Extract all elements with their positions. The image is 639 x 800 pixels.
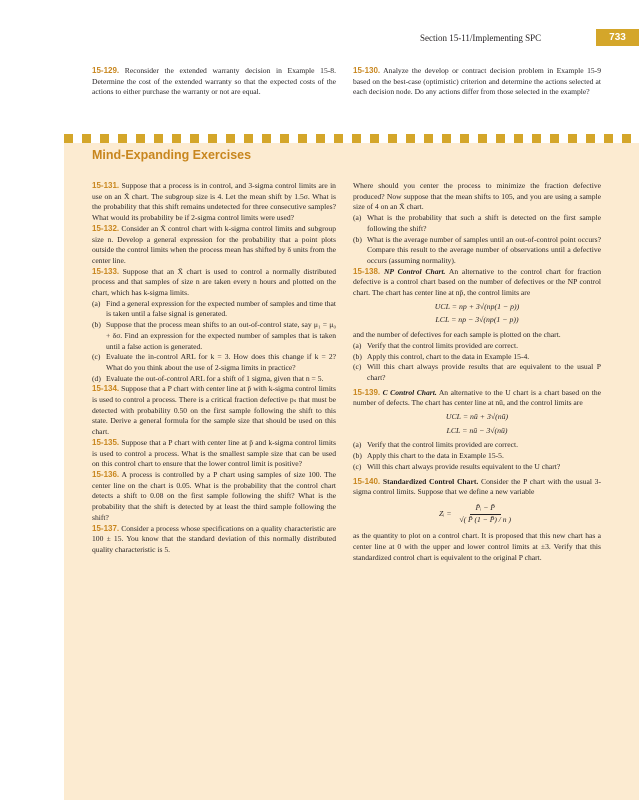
exercise-number: 15-139. [353, 387, 381, 397]
exercise-text: Analyze the develop or contract decision problem in Example 15-9 based on the best-case (optimistic) criterion and determine the actions selected at each decision node. Do any actions differ from those selected in the example? [353, 66, 601, 97]
exercise-text: Suppose that a P chart with center line at p̄ and k-sigma control limits is used to control a process. What is the smallest sample size that can be used on this control chart to ensure that the lower control limit is positive? [92, 437, 336, 469]
part-label: (a) [353, 213, 362, 223]
exercise-part [92, 299, 336, 320]
page-number: 733 [596, 29, 639, 46]
exercise-15-133 [92, 267, 336, 299]
lcl-formula: LCL = np − 3√(np(1 − p)) [435, 315, 519, 325]
ucl-formula: UCL = np + 3√(np(1 − p)) [434, 301, 520, 311]
exercise-15-139 [353, 388, 601, 409]
part-text: Verify that the control limits provided are correct. [367, 440, 518, 450]
section-divider [64, 134, 639, 143]
lcl-formula: LCL = nū − 3√(nū) [446, 425, 508, 435]
part-label: (a) [353, 440, 362, 450]
exercise-15-137-continued: Where should you center the process to minimize the fraction defective produced? Now suppose that the mean shifts to 105, and you are using a sample size of 4 on an X̄ chart. [353, 181, 601, 212]
part-label: (c) [92, 352, 101, 362]
exercise-title: Standardized Control Chart. [382, 476, 479, 486]
left-column [92, 181, 336, 556]
formula-lhs: Zᵢ = [439, 508, 452, 518]
exercise-15-134 [92, 384, 336, 438]
part-text: What is the average number of samples until an out-of-control point occurs? Compare this result to the average number of observations until a defective occurs (assuming normality). [367, 234, 601, 265]
right-column [353, 181, 601, 564]
part-label: (c) [353, 362, 362, 372]
exercise-number: 15-133. [92, 266, 120, 276]
part-text: Apply this control, chart to the data in Example 15-4. [367, 351, 530, 361]
part-text: Will this chart always provide results that are equivalent to the usual P chart? [367, 362, 601, 382]
exercise-15-140 [353, 477, 601, 498]
exercise-text: Suppose that an X̄ chart is used to control a normally distributed process and that samples of size n are taken every n hours and plotted on the chart, which has k-sigma limits. [92, 266, 336, 298]
exercise-number: 15-131. [92, 181, 120, 190]
part-label: (c) [353, 461, 362, 471]
exercise-text: Suppose that a P chart with center line at p̄ with k-sigma control limits is used to control a process. There is a critical fraction defective pₛ that must be detected with probability 0.50 on the first sample following the shift to this state. Derive a general formula for the sample size that should be used on this chart. [92, 384, 336, 437]
exercise-number: 15-136. [92, 469, 120, 479]
exercise-number: 15-135. [92, 437, 120, 447]
exercise-part [353, 213, 601, 234]
part-label: (b) [353, 351, 362, 361]
part-text: Verify that the control limits provided are correct. [367, 340, 518, 350]
exercise-number: 15-134. [92, 384, 120, 394]
exercise-number: 15-129. [92, 66, 120, 75]
part-label: (a) [92, 298, 101, 308]
exercise-text: An alternative to the U chart is a chart based on the number of defects. The chart has center line at nū, and the control limits are [353, 387, 601, 408]
exercise-15-132 [92, 224, 336, 267]
part-label: (d) [92, 373, 101, 383]
exercise-part [353, 352, 601, 363]
exercise-text: Consider an X̄ control chart with k-sigma control limits and subgroup size n. Develop a general expression for the probability that a point plots outside the control limits when the process mean has shifted by δ units from the center line. [92, 223, 337, 265]
exercise-15-129 [92, 66, 336, 98]
exercise-part [353, 440, 601, 451]
formula-numerator: P̂ᵢ − P̄ [470, 503, 501, 515]
exercise-text: Reconsider the extended warranty decision in Example 15-8. Determine the cost of the extended warranty so that the expected costs of the actions to either purchase the warranty or not are equal. [92, 66, 336, 97]
exercise-part [353, 451, 601, 462]
exercise-text: and the number of defectives for each sample is plotted on the chart. [353, 330, 561, 340]
ucl-formula: UCL = nū + 3√(nū) [445, 412, 509, 422]
exercise-text: as the quantity to plot on a control chart. It is proposed that this new chart has a center line at 0 with the upper and lower control limits at ±3. Verify that this standardized control chart is equivalent to the original P chart. [353, 531, 601, 562]
exercise-number: 15-130. [353, 66, 381, 75]
exercise-text: A process is controlled by a P chart using samples of size 100. The center line on the chart is 0.05. What is the probability that the control chart detects a shift to 0.08 on the first sample following the shift? What is the probability that the shift is detected by at least the third sample following the shift? [92, 469, 336, 522]
exercise-15-131 [92, 181, 336, 224]
exercise-part [353, 362, 601, 383]
exercise-part [353, 341, 601, 352]
part-text: Will this chart always provide results equivalent to the U chart? [367, 461, 561, 471]
part-label: (b) [353, 451, 362, 461]
exercise-part [353, 235, 601, 267]
exercise-number: 15-140. [353, 476, 381, 486]
part-text: Evaluate the out-of-control ARL for a shift of 1 sigma, given that n = 5. [106, 373, 324, 383]
exercise-text: Consider the P chart with the usual 3-sigma control limits. Suppose that we define a new variable [353, 476, 602, 497]
exercise-15-135 [92, 438, 336, 470]
exercise-title: NP Control Chart. [383, 266, 446, 276]
formula-fraction [455, 503, 515, 525]
formula-denominator: √( P̄ (1 − P̄) / n ) [459, 514, 511, 524]
part-text: Evaluate the in-control ARL for k = 3. How does this change if k = 2? What do you think about the use of 2-sigma limits in practice? [106, 352, 336, 372]
exercise-number: 15-137. [92, 523, 120, 533]
part-text: Find a general expression for the expected number of samples and time that is taken until a false signal is generated. [106, 298, 336, 319]
standardized-formula [353, 503, 601, 525]
section-title: Mind-Expanding Exercises [92, 148, 252, 162]
part-label: (b) [92, 320, 101, 330]
running-header: Section 15-11/Implementing SPC [420, 33, 542, 43]
exercise-part [92, 352, 336, 373]
exercise-text: An alternative to the control chart for fraction defective is a control chart based on the number of defectives or the NP control chart. The chart has center line at np̄, the control limits are [353, 266, 602, 298]
exercise-15-137 [92, 524, 336, 556]
exercise-number: 15-132. [92, 223, 120, 233]
part-label: (a) [353, 340, 362, 350]
exercise-15-138 [353, 267, 601, 299]
part-text: Apply this chart to the data in Example 15-5. [367, 451, 504, 461]
part-text: What is the probability that such a shift is detected on the first sample following the shift? [367, 213, 601, 233]
exercise-15-130 [353, 66, 601, 98]
exercise-text: Consider a process whose specifications on a quality characteristic are 100 ± 15. You know that the standard deviation of this normally distributed quality characteristic is 5. [92, 523, 336, 554]
exercise-part [92, 320, 336, 352]
exercise-text: Suppose that a process is in control, and 3-sigma control limits are in use on an X̄ chart. The subgroup size is 4. Let the mean shift by 1.5σ. What is the probability that this shift remains undetected for three consecutive samples? What would its probability be if 2-sigma control limits were used? [92, 181, 336, 223]
part-text: Suppose that the process mean shifts to an out-of-control state, say μ₁ = μ₀ + δσ. Find an expression for the expected number of samples that is taken until a false action is generated. [106, 320, 336, 351]
part-label: (b) [353, 234, 362, 244]
exercise-part [92, 374, 336, 385]
exercise-15-136 [92, 470, 336, 524]
exercise-part [353, 462, 601, 473]
exercise-title: C Control Chart. [382, 387, 437, 397]
exercise-number: 15-138. [353, 266, 381, 276]
